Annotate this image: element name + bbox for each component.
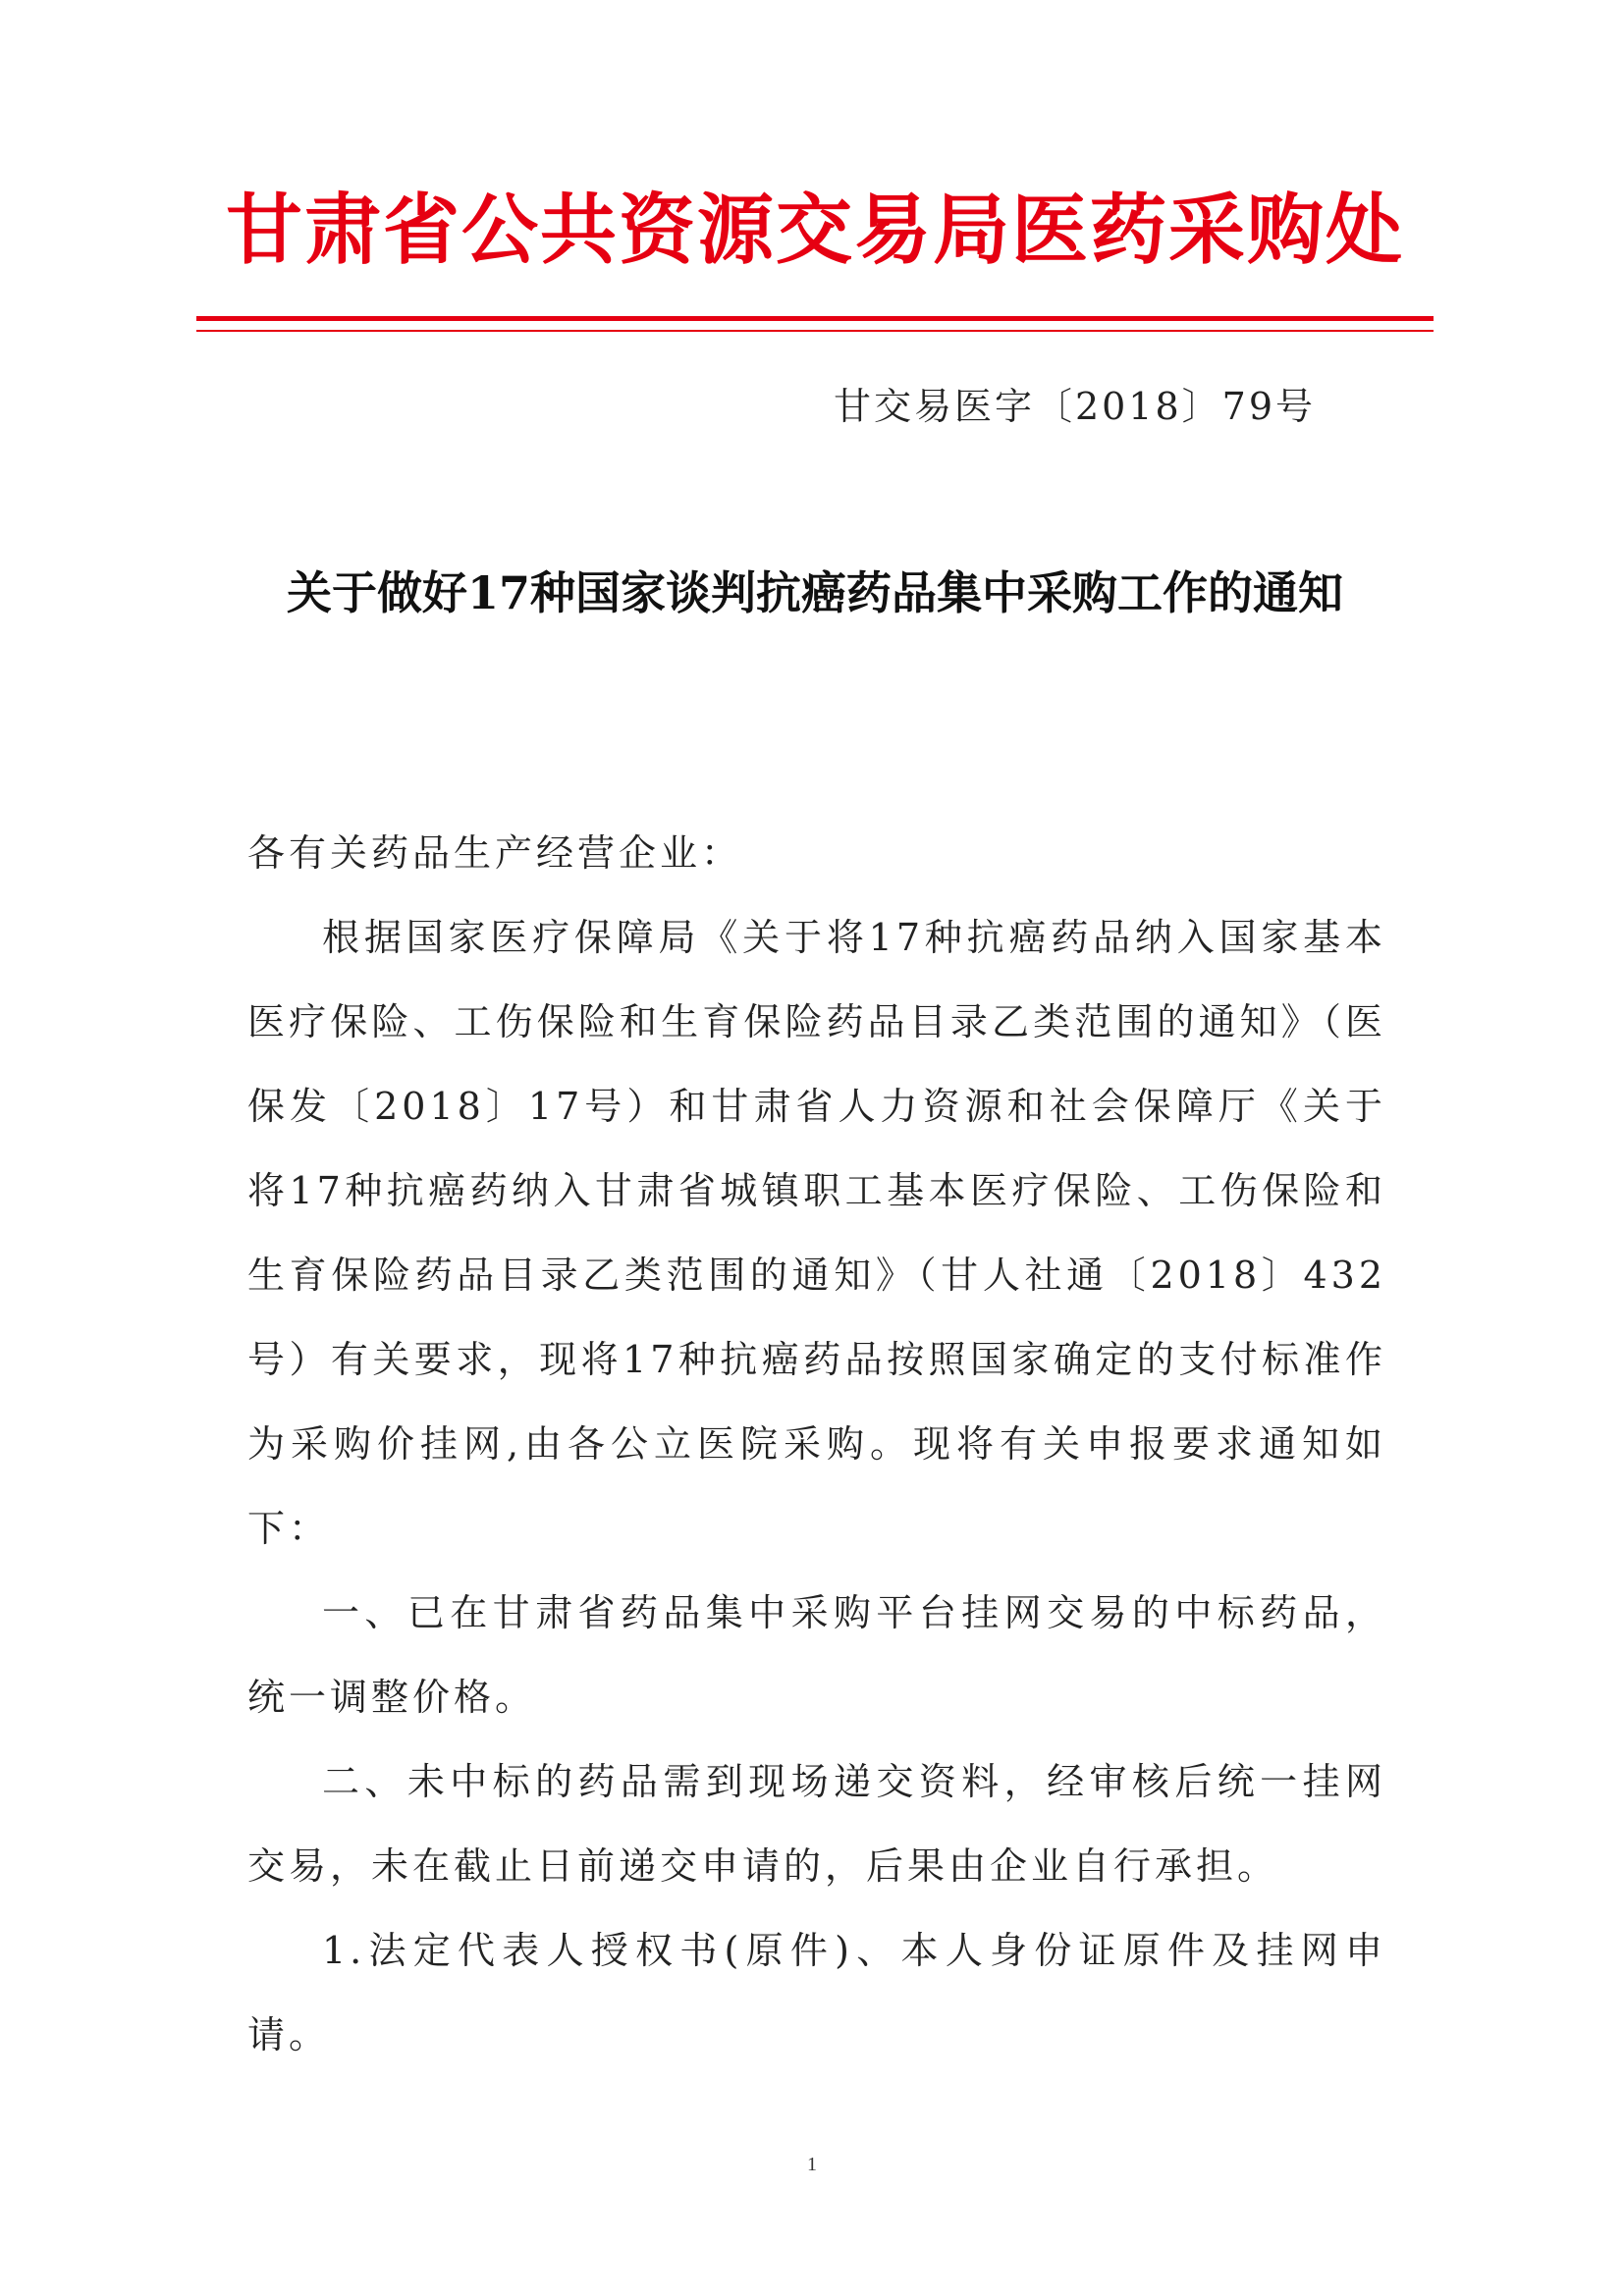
page-number: 1 <box>807 2154 817 2175</box>
body-paragraph: 二、未中标的药品需到现场递交资料，经审核后统一挂网交易，未在截止日前递交申请的，后果由企业自行承担。 <box>247 1760 1386 1888</box>
body-paragraph: 一、已在甘肃省药品集中采购平台挂网交易的中标药品，统一调整价格。 <box>247 1591 1386 1719</box>
document-body <box>247 811 1386 2077</box>
issuing-organization-title: 甘肃省公共资源交易局医药采购处 <box>225 186 1404 275</box>
document-title: 关于做好17种国家谈判抗癌药品集中采购工作的通知 <box>286 566 1343 619</box>
salutation: 各有关药品生产经营企业： <box>247 831 743 875</box>
header-red-rule-thin <box>196 330 1434 332</box>
body-paragraph: 1.法定代表人授权书(原件)、本人身份证原件及挂网申请。 <box>247 1929 1386 2056</box>
header-red-rule-thick <box>196 316 1434 321</box>
body-paragraph: 根据国家医疗保障局《关于将17种抗癌药品纳入国家基本医疗保险、工伤保险和生育保险药品目录乙类范围的通知》（医保发〔2018〕17号）和甘肃省人力资源和社会保障厅《关于将17种抗癌药纳入甘肃省城镇职工基本医疗保险、工伤保险和生育保险药品目录乙类范围的通知》（甘人社通〔2018〕432号）有关要求，现将17种抗癌药品按照国家确定的支付标准作为采购价挂网,由各公立医院采购。现将有关申报要求通知如下： <box>247 916 1386 1550</box>
document-number: 甘交易医字〔2018〕79号 <box>833 385 1316 428</box>
